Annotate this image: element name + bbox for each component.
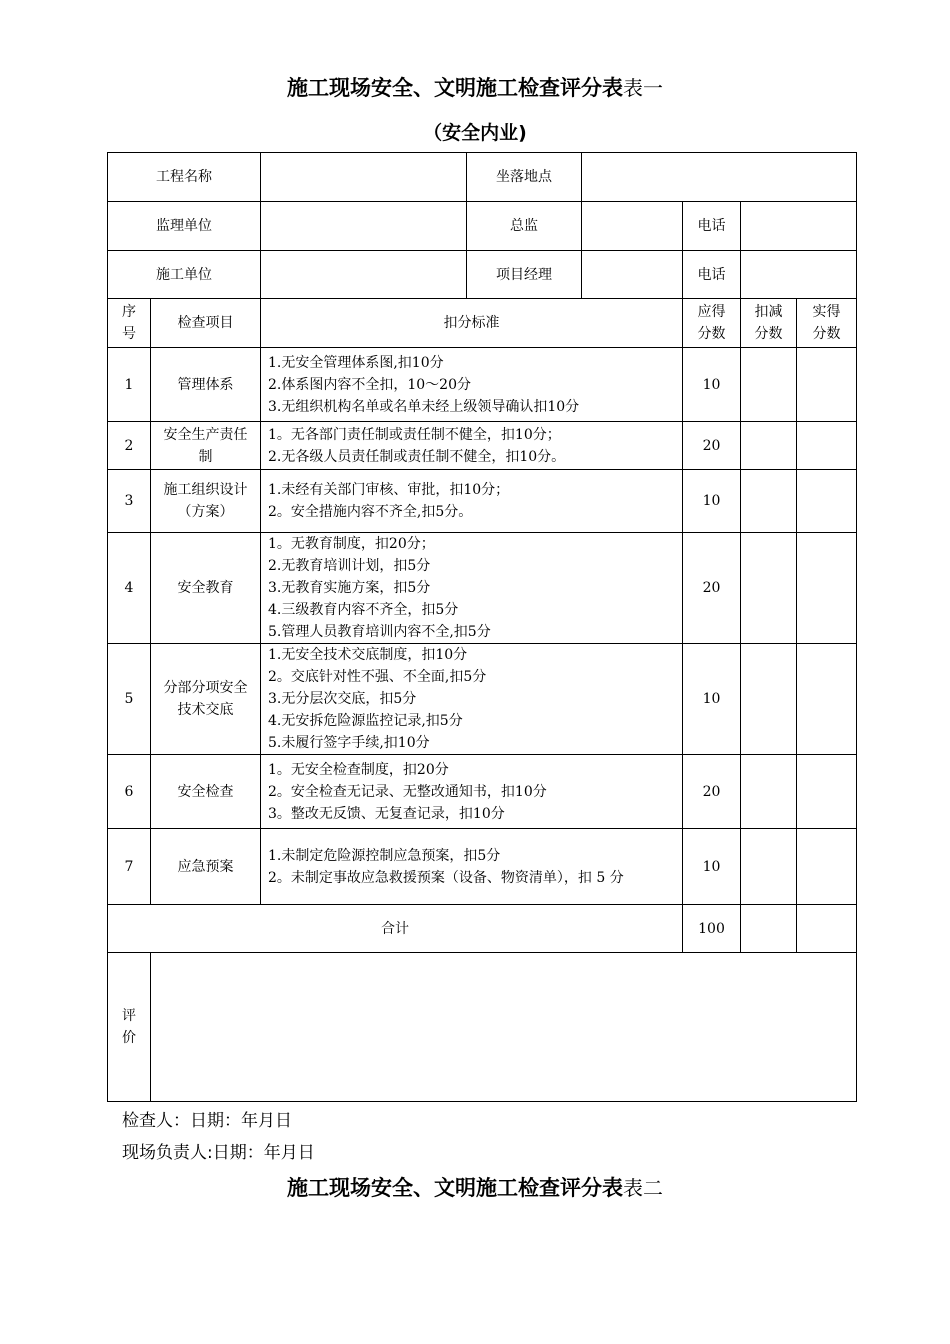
criteria-line: 3.无分层次交底，扣5分 xyxy=(268,691,417,707)
total-deduct-field[interactable] xyxy=(741,905,797,953)
criteria-line: 3.无教育实施方案，扣5分 xyxy=(268,580,431,596)
chief-supervisor-field[interactable] xyxy=(582,202,683,251)
criteria-line: 2.体系图内容不全扣，10～20分 xyxy=(268,376,471,393)
header-item: 检查项目 xyxy=(151,299,261,348)
row-criteria xyxy=(261,470,683,533)
form-title-main: 施工现场安全、文明施工检查评分表 xyxy=(287,76,623,100)
row-number: 2 xyxy=(108,422,151,470)
criteria-line: 1.无安全技术交底制度，扣10分 xyxy=(268,647,468,663)
criteria-line: 5.未履行签字手续,扣10分 xyxy=(268,735,430,751)
location-label: 坐落地点 xyxy=(467,153,582,202)
table-row xyxy=(108,533,857,644)
criteria-line: 1。无安全检查制度，扣20分 xyxy=(268,761,449,778)
row-item-name xyxy=(151,533,261,644)
next-form-title-suffix: 表二 xyxy=(623,1176,663,1200)
criteria-line: 1.无安全管理体系图,扣10分 xyxy=(268,354,444,371)
table-row xyxy=(108,644,857,755)
row-criteria xyxy=(261,348,683,422)
row-actual-field[interactable] xyxy=(797,533,857,644)
row-score-due: 20 xyxy=(683,422,741,470)
row-item-label: 施工组织设计（方案） xyxy=(163,482,248,520)
row-score-due: 10 xyxy=(683,829,741,905)
inspection-score-table xyxy=(107,152,857,1102)
total-label: 合计 xyxy=(108,905,683,953)
row-actual-field[interactable] xyxy=(797,422,857,470)
row-deduct-field[interactable] xyxy=(741,755,797,829)
row-item-name xyxy=(151,348,261,422)
project-manager-label: 项目经理 xyxy=(467,251,582,299)
criteria-line: 2。安全检查无记录、无整改通知书，扣10分 xyxy=(268,783,547,800)
row-criteria xyxy=(261,422,683,470)
evaluation-row xyxy=(108,953,857,1102)
row-criteria xyxy=(261,755,683,829)
row-score-due: 10 xyxy=(683,470,741,533)
row-number: 5 xyxy=(108,644,151,755)
row-item-name xyxy=(151,422,261,470)
table-row xyxy=(108,755,857,829)
row-deduct-field[interactable] xyxy=(741,348,797,422)
construction-phone-label: 电话 xyxy=(683,251,741,299)
location-field[interactable] xyxy=(582,153,857,202)
row-item-name xyxy=(151,470,261,533)
next-form-title xyxy=(0,1172,950,1202)
criteria-line: 2。安全措施内容不齐全,扣5分。 xyxy=(268,504,473,520)
construction-unit-field[interactable] xyxy=(261,251,467,299)
criteria-line: 4.三级教育内容不齐全，扣5分 xyxy=(268,602,459,618)
row-score-due: 20 xyxy=(683,755,741,829)
row-actual-field[interactable] xyxy=(797,755,857,829)
row-item-name xyxy=(151,755,261,829)
criteria-line: 5.管理人员教育培训内容不全,扣5分 xyxy=(268,624,491,640)
construction-unit-label: 施工单位 xyxy=(108,251,261,299)
row-number: 1 xyxy=(108,348,151,422)
row-number: 3 xyxy=(108,470,151,533)
row-number: 7 xyxy=(108,829,151,905)
info-row-project xyxy=(108,153,857,202)
supervisor-phone-label: 电话 xyxy=(683,202,741,251)
row-item-label: 管理体系 xyxy=(177,376,234,393)
row-actual-field[interactable] xyxy=(797,470,857,533)
total-score: 100 xyxy=(683,905,741,953)
supervisor-unit-label: 监理单位 xyxy=(108,202,261,251)
header-actual: 实得分数 xyxy=(797,299,857,348)
footer-site-lead: 现场负责人:日期：年月日 xyxy=(122,1143,315,1163)
project-manager-field[interactable] xyxy=(582,251,683,299)
total-row xyxy=(108,905,857,953)
row-score-due: 20 xyxy=(683,533,741,644)
form-title-suffix: 表一 xyxy=(623,76,663,100)
row-deduct-field[interactable] xyxy=(741,829,797,905)
row-actual-field[interactable] xyxy=(797,644,857,755)
header-row xyxy=(108,299,857,348)
info-row-construction xyxy=(108,251,857,299)
table-row xyxy=(108,422,857,470)
row-deduct-field[interactable] xyxy=(741,533,797,644)
next-form-title-main: 施工现场安全、文明施工检查评分表 xyxy=(287,1176,623,1200)
row-score-due: 10 xyxy=(683,348,741,422)
row-deduct-field[interactable] xyxy=(741,470,797,533)
criteria-line: 2.无各级人员责任制或责任制不健全，扣10分。 xyxy=(268,448,566,465)
row-deduct-field[interactable] xyxy=(741,644,797,755)
supervisor-phone-field[interactable] xyxy=(741,202,857,251)
header-seq: 序号 xyxy=(108,299,151,348)
header-criteria: 扣分标准 xyxy=(261,299,683,348)
row-item-label: 应急预案 xyxy=(177,858,234,875)
project-name-field[interactable] xyxy=(261,153,467,202)
footer-inspector: 检查人：日期：年月日 xyxy=(122,1111,292,1131)
chief-supervisor-label: 总监 xyxy=(467,202,582,251)
table-row xyxy=(108,829,857,905)
table-row xyxy=(108,348,857,422)
criteria-line: 3.无组织机构名单或名单未经上级领导确认扣10分 xyxy=(268,398,580,415)
row-number: 6 xyxy=(108,755,151,829)
row-item-label: 安全检查 xyxy=(177,783,234,800)
evaluation-field[interactable] xyxy=(151,953,857,1102)
criteria-line: 1。无教育制度，扣20分； xyxy=(268,536,435,552)
row-actual-field[interactable] xyxy=(797,829,857,905)
table-row xyxy=(108,470,857,533)
row-score-due: 10 xyxy=(683,644,741,755)
row-item-label: 安全生产责任制 xyxy=(163,426,248,465)
criteria-line: 2。未制定事故应急救援预案（设备、物资清单），扣 5 分 xyxy=(268,869,624,886)
evaluation-label: 评价 xyxy=(108,953,151,1102)
form-title xyxy=(0,72,950,102)
row-item-label: 安全教育 xyxy=(177,580,234,596)
header-score-due: 应得分数 xyxy=(683,299,741,348)
criteria-line: 1。无各部门责任制或责任制不健全，扣10分； xyxy=(268,426,561,443)
criteria-rows xyxy=(108,348,857,905)
row-actual-field[interactable] xyxy=(797,348,857,422)
total-actual-field[interactable] xyxy=(797,905,857,953)
criteria-line: 1.未制定危险源控制应急预案，扣5分 xyxy=(268,847,501,864)
criteria-line: 2.无教育培训计划，扣5分 xyxy=(268,558,431,574)
row-criteria xyxy=(261,829,683,905)
row-number: 4 xyxy=(108,533,151,644)
row-item-name xyxy=(151,644,261,755)
row-item-label: 分部分项安全技术交底 xyxy=(163,680,248,718)
project-name-label: 工程名称 xyxy=(108,153,261,202)
form-subtitle: （安全内业) xyxy=(423,122,527,144)
row-item-name xyxy=(151,829,261,905)
criteria-line: 2。交底针对性不强、不全面,扣5分 xyxy=(268,669,487,685)
criteria-line: 3。整改无反馈、无复查记录，扣10分 xyxy=(268,805,505,822)
criteria-line: 4.无安拆危险源监控记录,扣5分 xyxy=(268,713,463,729)
info-row-supervisor xyxy=(108,202,857,251)
supervisor-unit-field[interactable] xyxy=(261,202,467,251)
header-deduct: 扣减分数 xyxy=(741,299,797,348)
construction-phone-field[interactable] xyxy=(741,251,857,299)
row-criteria xyxy=(261,533,683,644)
criteria-line: 1.未经有关部门审核、审批，扣10分； xyxy=(268,482,510,498)
row-deduct-field[interactable] xyxy=(741,422,797,470)
row-criteria xyxy=(261,644,683,755)
